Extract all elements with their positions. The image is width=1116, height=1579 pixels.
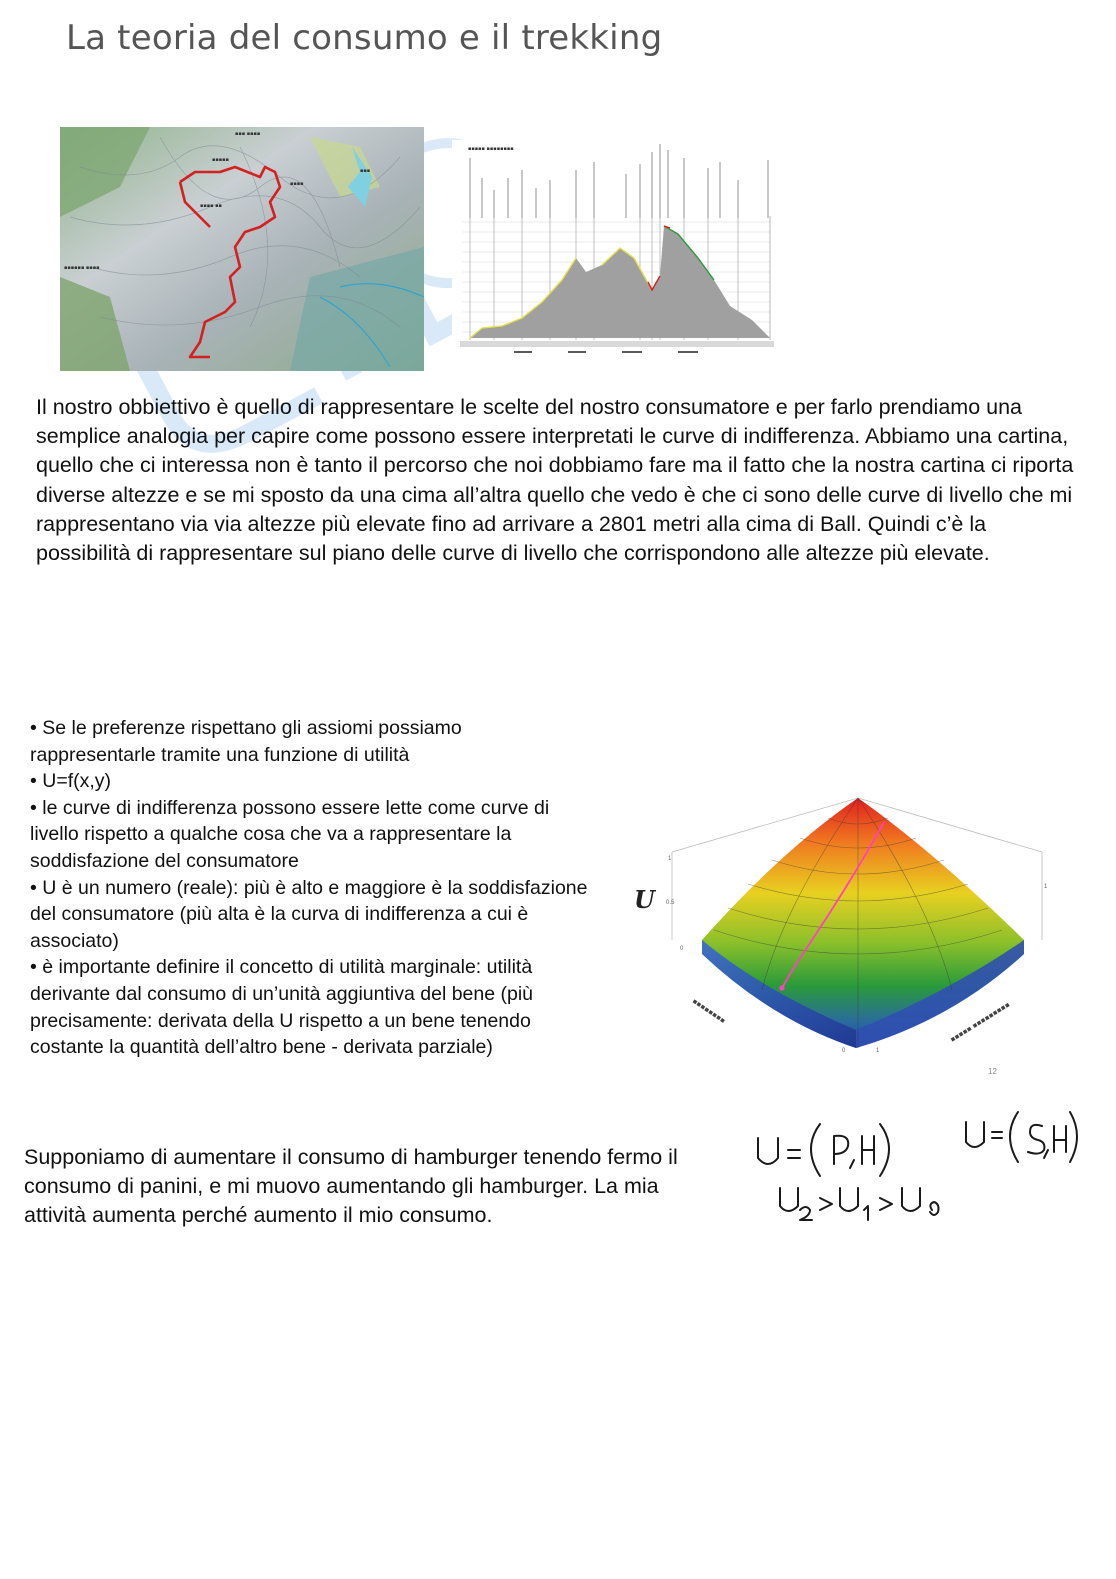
- bullet-axioms: • Se le preferenze rispettano gli assiomi possiamo rappresentarle tramite una funzione di utilità: [30, 715, 590, 768]
- bullet-real-number: • U è un numero (reale): più è alto e maggiore è la soddisfazione del consumatore (più alta è la curva di indifferenza a cui è associato): [30, 875, 590, 955]
- hamburger-paragraph: Supponiamo di aumentare il consumo di hamburger tenendo fermo il consumo di panini, e mi muovo aumentando gli hamburger. La mia attività aumenta perché aumento il mio consumo.: [24, 1145, 678, 1228]
- elevation-profile: [452, 140, 782, 358]
- bullet-marginal-utility: • è importante definire il concetto di utilità marginale: utilità derivante dal consumo di un’unità aggiuntiva del bene (più precisamente: derivata della U rispetto a un bene tenendo costante la quantità dell’altro bene - derivata parziale): [30, 954, 590, 1060]
- svg-text:▪▪▪▪▪ ▪▪▪▪▪▪▪▪▪: ▪▪▪▪▪ ▪▪▪▪▪▪▪▪▪: [948, 1000, 1012, 1044]
- tick-label: 0: [842, 1048, 846, 1054]
- tick-label: 0.5: [666, 900, 675, 906]
- tick-label: 1: [1044, 884, 1048, 890]
- svg-text:▪▪▪: ▪▪▪: [360, 168, 371, 174]
- svg-text:▪▪▪▪▪ ▪▪▪▪▪▪▪▪: ▪▪▪▪▪ ▪▪▪▪▪▪▪▪: [468, 146, 514, 152]
- page-title: La teoria del consumo e il trekking: [66, 18, 663, 58]
- trekking-map: [60, 127, 424, 371]
- handwritten-inequality: [780, 1238, 787, 1239]
- bullet-level-curves: • le curve di indifferenza possono essere lette come curve di livello rispetto a qualche cosa che va a rappresentare la soddisfazione del consumatore: [30, 795, 590, 875]
- svg-text:▪▪▪▪ ▪▪: ▪▪▪▪ ▪▪: [200, 203, 222, 209]
- handwritten-eq2: [960, 1235, 965, 1236]
- bullet-utility-function: • U=f(x,y): [30, 768, 590, 795]
- svg-text:▪▪▪▪▪: ▪▪▪▪▪: [212, 157, 229, 163]
- svg-text:▪▪▪▪: ▪▪▪▪: [290, 181, 304, 187]
- figure-page-number: 12: [988, 1067, 997, 1076]
- utility-bullet-list: [30, 715, 590, 1061]
- svg-text:▪▪▪▪▪▪ ▪▪▪▪: ▪▪▪▪▪▪ ▪▪▪▪: [64, 265, 100, 271]
- surface-axis-label: U: [634, 885, 655, 914]
- utility-surface-3d: [632, 790, 1072, 1080]
- tick-label: 1: [876, 1048, 880, 1054]
- handwritten-eq1: [760, 1235, 765, 1236]
- intro-paragraph: Il nostro obbiettivo è quello di rappresentare le scelte del nostro consumatore e per farlo prendiamo una semplice analogia per capire come possono essere interpretati le curve di indifferenza. Abbiamo una cartina, quello che ci interessa non è tanto il percorso che noi dobbiamo fare ma il fatto che la nostra cartina ci riporta diverse altezze e se mi sposto da una cima all’altra quello che vedo è che ci sono delle curve di livello che mi rappresentano via via altezze più elevate fino ad arrivare a 2801 metri alla cima di Ball. Quindi c’è la possibilità di rappresentare sul piano delle curve di livello che corrispondono alle altezze più elevate.: [36, 395, 1074, 566]
- handwritten-equations: [740, 1100, 1085, 1230]
- svg-text:▪▪▪ ▪▪▪▪: ▪▪▪ ▪▪▪▪: [235, 131, 261, 137]
- tick-label: 1: [668, 856, 672, 862]
- svg-text:▪▪▪▪▪▪▪▪: ▪▪▪▪▪▪▪▪: [690, 997, 727, 1025]
- tick-label: 0: [680, 946, 684, 952]
